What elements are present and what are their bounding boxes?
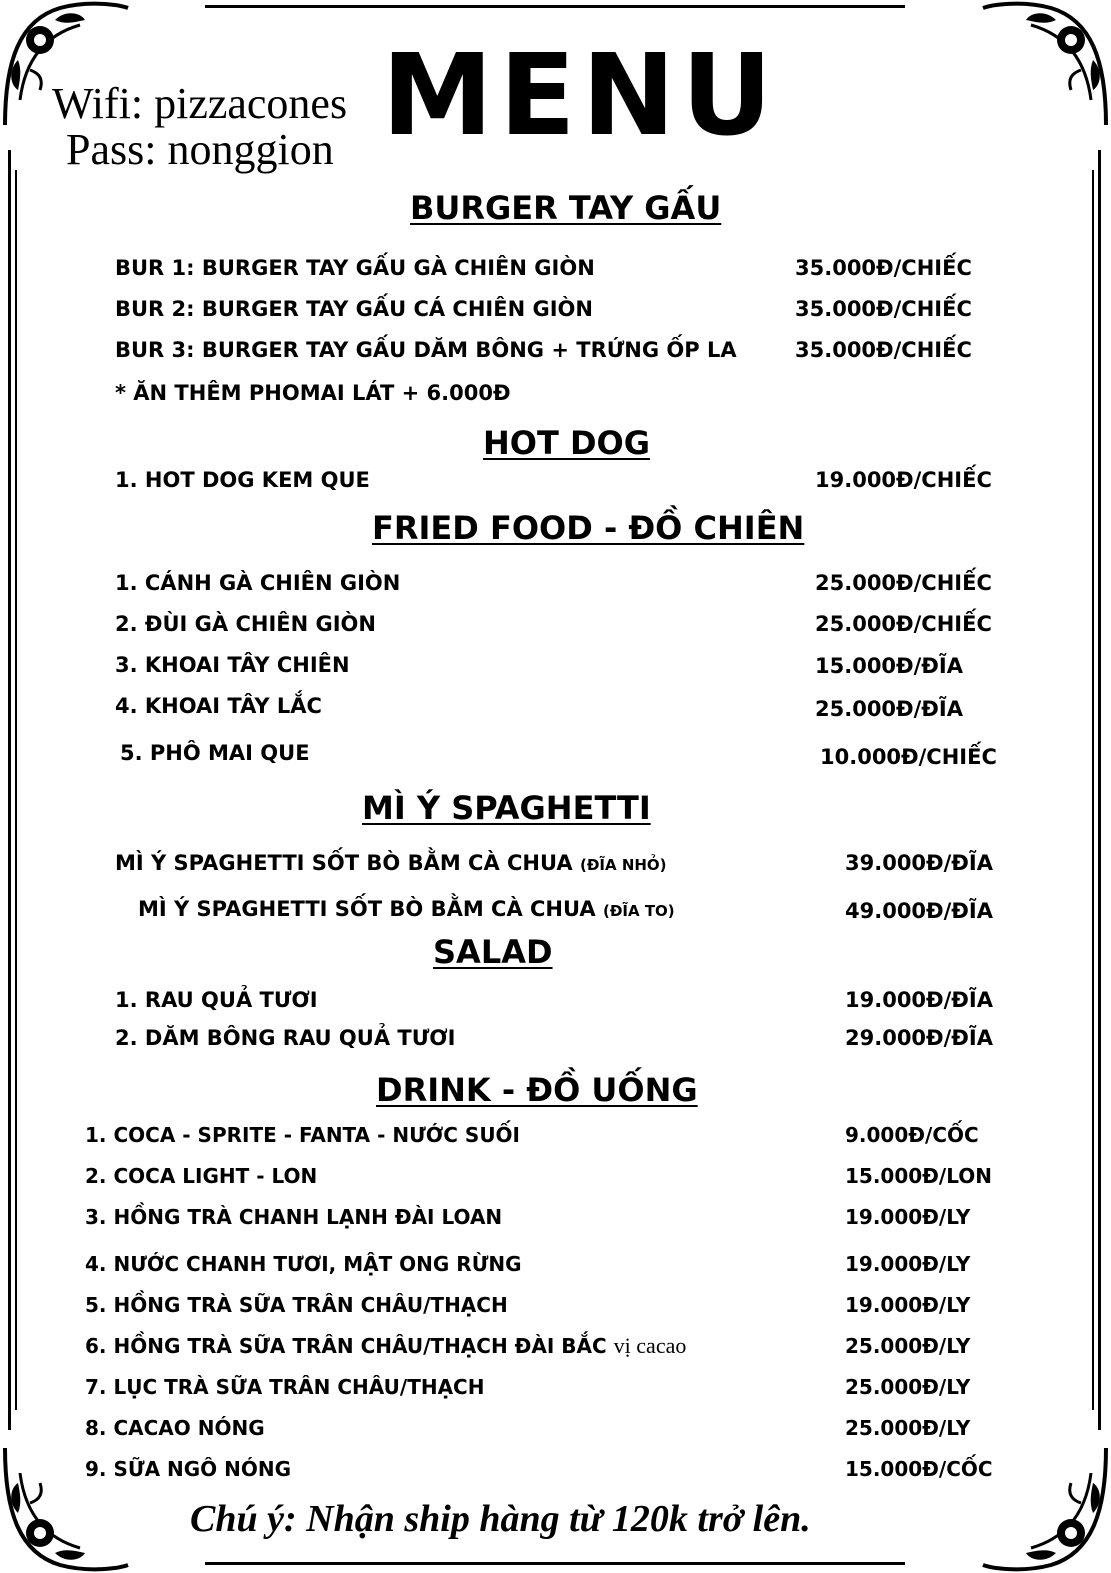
menu-item-flavor-note: vị cacao — [613, 1333, 687, 1358]
section-heading-burger: BURGER TAY GẤU — [410, 189, 722, 227]
menu-item-price: 35.000Đ/CHIẾC — [795, 256, 972, 280]
menu-item-name: 9. SỮA NGÔ NÓNG — [85, 1457, 292, 1481]
menu-item-label: MÌ Ý SPAGHETTI SỐT BÒ BẰM CÀ CHUA — [138, 897, 596, 921]
menu-item-name: 1. COCA - SPRITE - FANTA - NƯỚC SUỐI — [85, 1123, 520, 1147]
menu-item-name: BUR 1: BURGER TAY GẤU GÀ CHIÊN GIÒN — [115, 256, 595, 280]
menu-item-label: 6. HỒNG TRÀ SỮA TRÂN CHÂU/THẠCH ĐÀI BẮC — [85, 1334, 607, 1358]
frame-left-line — [8, 150, 11, 1430]
menu-extra-note: * ĂN THÊM PHOMAI LÁT + 6.000Đ — [115, 381, 511, 405]
frame-right-line-inner — [1092, 170, 1094, 1410]
menu-item-name: 7. LỤC TRÀ SỮA TRÂN CHÂU/THẠCH — [85, 1375, 485, 1399]
menu-item-price: 19.000Đ/LY — [845, 1252, 971, 1276]
menu-item-price: 15.000Đ/LON — [845, 1164, 993, 1188]
section-heading-fried-food: FRIED FOOD - ĐỒ CHIÊN — [372, 509, 805, 547]
menu-item-name: 2. COCA LIGHT - LON — [85, 1164, 318, 1188]
frame-top-line — [205, 5, 905, 8]
menu-item-price: 19.000Đ/CHIẾC — [815, 468, 992, 492]
menu-item-price: 29.000Đ/ĐĨA — [845, 1026, 993, 1050]
ornament-top-right-icon — [981, 0, 1111, 130]
section-heading-salad: SALAD — [433, 933, 553, 971]
ornament-bottom-right-icon — [981, 1443, 1111, 1573]
menu-title: MENU — [381, 31, 779, 161]
menu-item-name: 1. HOT DOG KEM QUE — [115, 468, 370, 492]
menu-item-name — [85, 1333, 686, 1359]
shipping-note: Chú ý: Nhận ship hàng từ 120k trở lên. — [190, 1498, 811, 1540]
menu-item-name: 8. CACAO NÓNG — [85, 1416, 265, 1440]
menu-item-price: 25.000Đ/CHIẾC — [815, 612, 992, 636]
menu-item-name — [138, 896, 675, 924]
menu-item-price: 49.000Đ/ĐĨA — [845, 899, 993, 923]
section-heading-spaghetti: MÌ Ý SPAGHETTI — [362, 789, 651, 827]
menu-item-price: 19.000Đ/ĐĨA — [845, 988, 993, 1012]
menu-item-name: 4. NƯỚC CHANH TƯƠI, MẬT ONG RỪNG — [85, 1252, 522, 1276]
menu-item-name — [115, 850, 667, 878]
section-heading-drink: DRINK - ĐỒ UỐNG — [376, 1071, 698, 1109]
wifi-password: Pass: nonggion — [66, 125, 334, 174]
menu-item-price: 15.000Đ/CỐC — [845, 1457, 993, 1481]
menu-item-size: (ĐĨA NHỎ) — [579, 856, 667, 874]
section-heading-hotdog: HOT DOG — [483, 424, 650, 462]
menu-item-price: 25.000Đ/LY — [845, 1416, 971, 1440]
menu-item-price: 39.000Đ/ĐĨA — [845, 851, 993, 875]
wifi-name: Wifi: pizzacones — [52, 79, 348, 128]
menu-item-name: 3. HỒNG TRÀ CHANH LẠNH ĐÀI LOAN — [85, 1205, 503, 1229]
menu-item-name: 4. KHOAI TÂY LẮC — [115, 694, 322, 718]
menu-item-size: (ĐĨA TO) — [602, 902, 675, 920]
menu-item-price: 15.000Đ/ĐĨA — [815, 654, 963, 678]
menu-item-name: 2. DĂM BÔNG RAU QUẢ TƯƠI — [115, 1026, 456, 1050]
menu-item-name: 1. CÁNH GÀ CHIÊN GIÒN — [115, 571, 401, 595]
menu-item-name: 1. RAU QUẢ TƯƠI — [115, 988, 318, 1012]
menu-item-price: 19.000Đ/LY — [845, 1205, 971, 1229]
menu-item-name: 3. KHOAI TÂY CHIÊN — [115, 653, 350, 677]
frame-left-line-inner — [15, 170, 17, 1410]
menu-item-name: 5. HỒNG TRÀ SỮA TRÂN CHÂU/THẠCH — [85, 1293, 508, 1317]
menu-item-price: 19.000Đ/LY — [845, 1293, 971, 1317]
menu-item-price: 10.000Đ/CHIẾC — [820, 745, 997, 769]
menu-item-price: 25.000Đ/LY — [845, 1334, 971, 1358]
frame-right-line — [1098, 150, 1101, 1430]
menu-item-price: 25.000Đ/LY — [845, 1375, 971, 1399]
menu-item-price: 25.000Đ/ĐĨA — [815, 697, 963, 721]
menu-item-price: 35.000Đ/CHIẾC — [795, 338, 972, 362]
menu-item-price: 35.000Đ/CHIẾC — [795, 297, 972, 321]
menu-item-price: 25.000Đ/CHIẾC — [815, 571, 992, 595]
menu-item-price: 9.000Đ/CỐC — [845, 1123, 979, 1147]
menu-item-name: BUR 2: BURGER TAY GẤU CÁ CHIÊN GIÒN — [115, 297, 593, 321]
menu-item-name: 5. PHÔ MAI QUE — [120, 741, 310, 765]
menu-item-name: BUR 3: BURGER TAY GẤU DĂM BÔNG + TRỨNG ỐP LA — [115, 338, 737, 362]
menu-item-name: 2. ĐÙI GÀ CHIÊN GIÒN — [115, 612, 376, 636]
frame-bottom-line — [205, 1562, 905, 1565]
menu-item-label: MÌ Ý SPAGHETTI SỐT BÒ BẰM CÀ CHUA — [115, 851, 573, 875]
